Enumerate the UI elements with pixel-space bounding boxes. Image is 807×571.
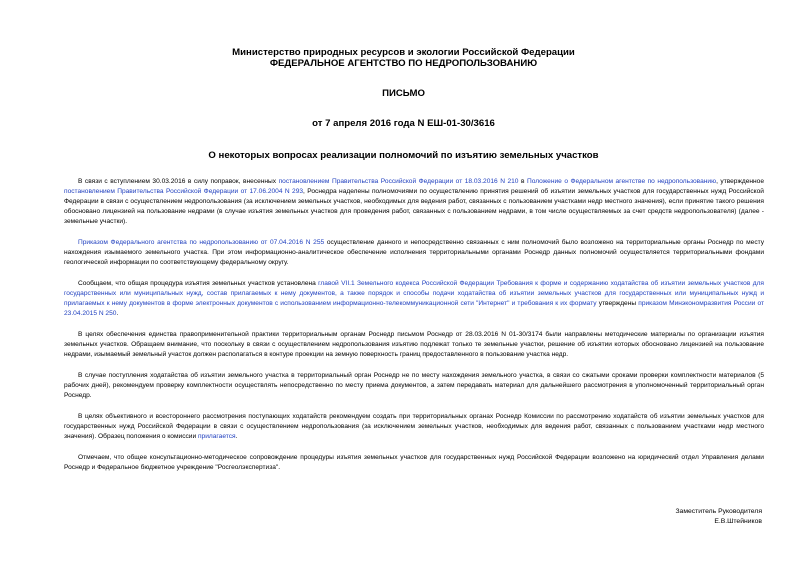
link-land-code-chapter[interactable]: главой VII.1 Земельного кодекса Российской Федерации: [318, 280, 495, 287]
text: .: [116, 310, 119, 317]
text: , утвержденное: [716, 178, 765, 185]
text: .: [235, 433, 238, 440]
paragraph-1: [64, 177, 764, 227]
text: , Роснедра наделены полномочиями по осуществлению принятия решений об изъятии земельных участков для государственных нужд Российской Федерации в связи с осуществлением недропользования (за исключением земельных участков, необходимых для ведения работ, связанных с пользованием участками недр местного значения), если принятие такого решения обосновано лицензией на пользование недрами (в случае изъятия земельных участков для проведения работ, связанных с пользованием недрами, в том числе осуществляемых за счет средств недропользователя) (далее - земельные участки).: [64, 188, 764, 225]
link-attachment[interactable]: прилагается: [197, 433, 236, 440]
text: утверждены: [596, 300, 639, 307]
signer-position: Заместитель Руководителя: [675, 508, 762, 515]
text: В целях объективного и всестороннего рассмотрения поступающих ходатайств рекомендуем создать при территориальных органах Роснедр Комиссии по рассмотрению ходатайств об изъятии земельных участков для государственных нужд Российской Федерации в связи с осуществлением недропользования (за исключением земельных участков, необходимых для ведения работ, связанных с пользованием участками недр местного значения). Образец положения о комиссии: [64, 413, 764, 440]
text: осуществление данного и непосредственно связанных с ним полномочий было возложено на территориальные органы Роснедр по месту нахождения изымаемого земельного участка. При этом информационно-аналитическое обеспечение исполнения территориальными органами Роснедр данных полномочий осуществляется территориальными фондами геологической информации по соответствующему федеральному округу.: [64, 239, 765, 266]
paragraph-7: Отмечаем, что общее консультационно-методическое сопровождение процедуры изъятия земельных участков для государственных нужд Российской Федерации возложено на юридический отдел Управления делами Роснедр и Федеральное бюджетное учреждение "Росгеолэкспертиза".: [64, 454, 764, 471]
text: Сообщаем, что общая процедура изъятия земельных участков установлена: [78, 280, 319, 287]
link-decree-210[interactable]: постановлением Правительства Российской Федерации от 18.03.2016 N 210: [278, 178, 519, 185]
paragraph-6: [64, 412, 764, 442]
text: В связи с вступлением 30.03.2016 в силу поправок, внесенных: [78, 178, 279, 185]
ministry-name: Министерство природных ресурсов и экологии Российской Федерации: [232, 47, 575, 58]
text: в: [518, 178, 527, 185]
agency-name: ФЕДЕРАЛЬНОЕ АГЕНТСТВО ПО НЕДРОПОЛЬЗОВАНИЮ: [269, 58, 538, 69]
signature-block: [675, 507, 762, 527]
link-decree-293[interactable]: постановлением Правительства Российской Федерации от 17.06.2004 N 293: [64, 188, 304, 195]
link-order-255[interactable]: Приказом Федерального агентства по недропользованию от 07.04.2016 N 255: [78, 239, 325, 246]
paragraph-2: [64, 238, 764, 268]
link-requirements[interactable]: Требования к форме и содержанию ходатайства об изъятии земельных участков для государственных или муниципальных нужд, состав прилагаемых к нему документов, а также порядок и способы подачи ходатайства об изъятии земельных участков для государственных или муниципальных нужд и прилагаемых к нему документов в форме электронных документов с использованием информационно-телекоммуникационной сети "Интернет" и требования к их формату: [64, 280, 764, 307]
paragraph-4: В целях обеспечения единства правоприменительной практики территориальным органам Роснедр письмом Роснедр от 28.03.2016 N 01-30/3174 были направлены методические материалы по организации изъятия земельных участков. Обращаем внимание, что поскольку в связи с осуществлением недропользования изъятию подлежат только те земельные участки, решение об изъятии которых обосновано лицензией на пользование недрами, изымаемый земельный участок должен располагаться в контуре проекции на земную поверхность границ предоставленного в пользование участка недр.: [64, 331, 764, 358]
signer-name: Е.В.Штейников: [714, 518, 762, 525]
document-type: ПИСЬМО: [382, 88, 425, 99]
document-body: [64, 177, 764, 484]
paragraph-3: [64, 279, 764, 319]
link-agency-regulation[interactable]: Положение о Федеральном агентстве по недропользованию: [527, 178, 717, 185]
letterhead: [0, 47, 807, 69]
link-order-250[interactable]: приказом Минэкономразвития России от 23.04.2015 N 250: [64, 300, 764, 317]
document-subject: О некоторых вопросах реализации полномочий по изъятию земельных участков: [208, 150, 599, 161]
document-date-number: от 7 апреля 2016 года N ЕШ-01-30/3616: [312, 118, 495, 129]
paragraph-5: В случае поступления ходатайства об изъятии земельного участка в территориальный орган Роснедр не по месту нахождения земельного участка, в связи со сжатыми сроками проверки комплектности материалов (5 рабочих дней), рекомендуем проверку комплектности осуществлять непосредственно по месту приема документов, а затем передавать материал для дальнейшего рассмотрения в уполномоченный территориальный орган Роснедр.: [64, 372, 764, 399]
